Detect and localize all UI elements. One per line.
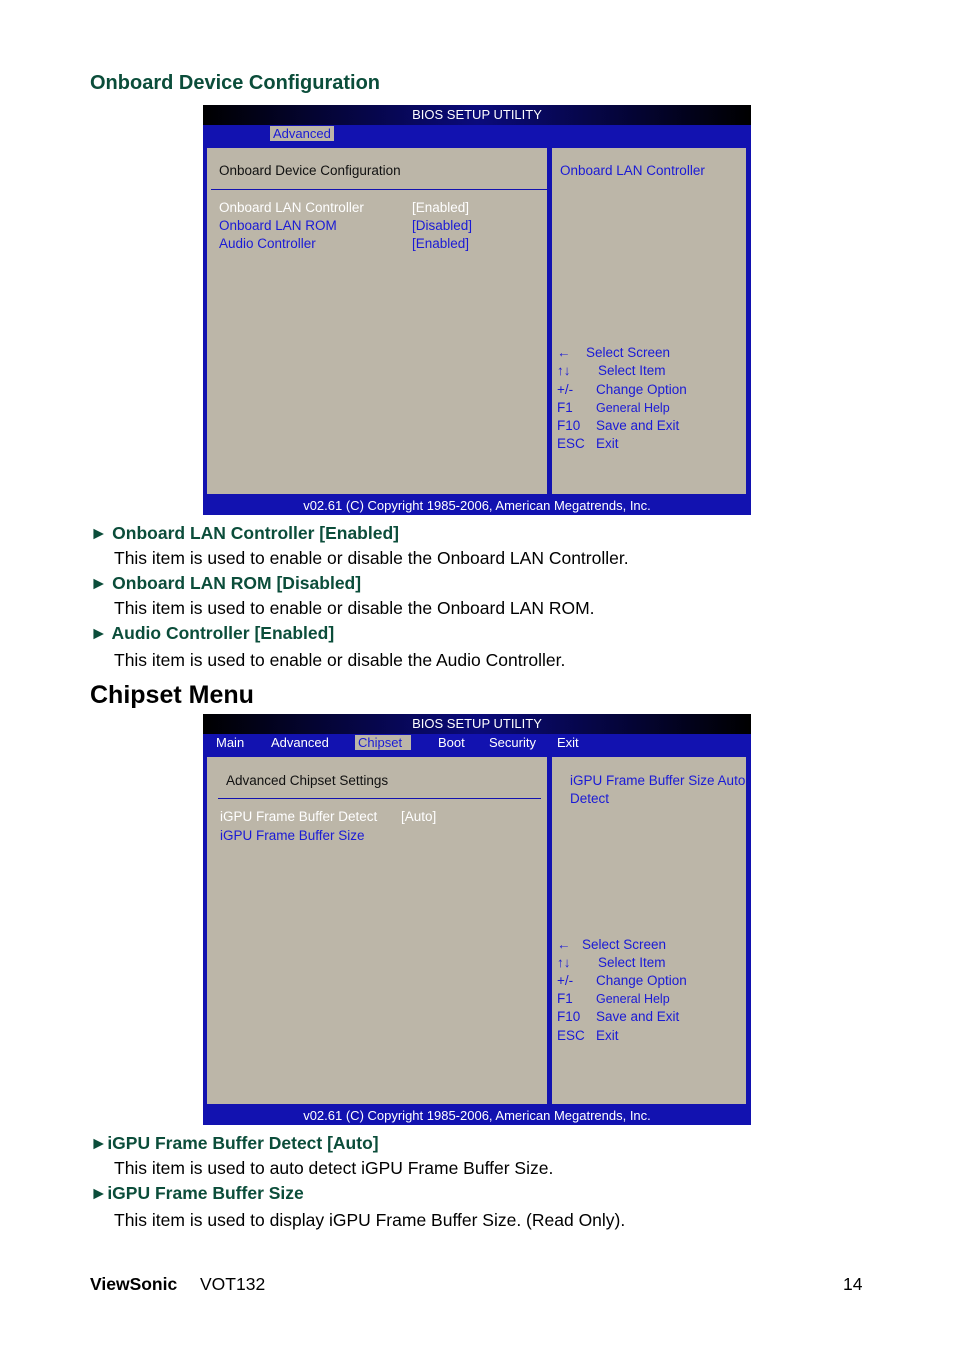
menu-tab-security[interactable]: Security [489,735,536,750]
key-arrow-left: ← [557,937,571,952]
desc-title-lan-rom: ► Onboard LAN ROM [Disabled] [90,573,362,593]
key-esc: ESC [557,436,585,451]
desc-text-lan-rom: This item is used to enable or disable the Onboard LAN ROM. [114,598,595,618]
section-title-onboard-device: Onboard Device Configuration [90,72,381,94]
bios-screen-chipset [203,714,751,1125]
bios-left-pane [206,756,548,1105]
bios-left-pane [206,147,548,495]
desc-title-lan-controller: ► Onboard LAN Controller [Enabled] [90,523,399,543]
bios-copyright-footer: v02.61 (C) Copyright 1985-2006, American Megatrends, Inc. [203,497,751,515]
menu-tab-boot[interactable]: Boot [438,735,465,750]
left-pane-heading: Onboard Device Configuration [219,163,401,178]
item-igpu-frame-buffer-size[interactable]: iGPU Frame Buffer Size [220,828,365,843]
key-action-exit: Exit [596,436,619,451]
menu-tab-advanced[interactable]: Advanced [271,735,329,750]
key-action-save-exit: Save and Exit [596,418,680,433]
key-action-general-help: General Help [596,401,670,415]
bios-title-bar: BIOS SETUP UTILITY [203,714,751,734]
bios-title-bar: BIOS SETUP UTILITY [203,105,751,125]
key-f10: F10 [557,418,581,433]
key-f1: F1 [557,991,573,1006]
page-number: 14 [843,1274,863,1294]
footer-brand: ViewSonic [90,1274,178,1294]
key-esc: ESC [557,1028,585,1043]
item-onboard-lan-controller[interactable]: Onboard LAN Controller [219,200,364,215]
bios-help-pane [551,147,747,495]
menu-tab-chipset[interactable]: Chipset [355,735,411,750]
desc-text-lan-controller: This item is used to enable or disable the Onboard LAN Controller. [114,548,629,568]
menu-tab-advanced[interactable]: Advanced [270,126,334,141]
pane-divider [211,189,547,190]
value-onboard-lan-rom[interactable]: [Disabled] [412,218,473,233]
desc-text-igpu-size: This item is used to display iGPU Frame Buffer Size. (Read Only). [114,1210,626,1230]
item-igpu-frame-buffer-detect[interactable]: iGPU Frame Buffer Detect [220,809,378,824]
value-audio-controller[interactable]: [Enabled] [412,236,470,251]
pane-divider [218,798,541,799]
key-f10: F10 [557,1009,581,1024]
menu-tab-main[interactable]: Main [216,735,245,750]
key-action-select-screen: Select Screen [586,345,671,360]
desc-text-igpu-detect: This item is used to auto detect iGPU Frame Buffer Size. [114,1158,554,1178]
desc-title-audio-controller: ► Audio Controller [Enabled] [90,623,335,643]
value-onboard-lan-controller[interactable]: [Enabled] [412,200,470,215]
help-text: Onboard LAN Controller [560,163,705,178]
value-igpu-frame-buffer-detect[interactable]: [Auto] [401,809,437,824]
bios-menu-bar [203,734,751,752]
bios-menu-bar [203,125,751,143]
key-arrows-updown: ↑↓ [557,955,571,970]
key-action-select-item: Select Item [598,363,666,378]
bios-body [203,143,751,497]
key-action-general-help: General Help [596,992,670,1006]
key-action-exit: Exit [596,1028,619,1043]
bios-body [203,752,751,1107]
key-plus-minus: +/- [557,973,574,988]
desc-text-audio-controller: This item is used to enable or disable the Audio Controller. [114,650,566,670]
key-action-select-screen: Select Screen [582,937,667,952]
key-f1: F1 [557,400,573,415]
key-plus-minus: +/- [557,382,574,397]
footer-model: VOT132 [200,1274,266,1294]
section-title-chipset-menu: Chipset Menu [90,681,254,709]
desc-title-igpu-detect: ►iGPU Frame Buffer Detect [Auto] [90,1133,379,1153]
key-action-select-item: Select Item [598,955,666,970]
left-pane-heading: Advanced Chipset Settings [226,773,389,788]
bios-help-pane [551,756,747,1105]
key-action-change-option: Change Option [596,382,687,397]
key-action-save-exit: Save and Exit [596,1009,680,1024]
bios-screen-onboard [203,105,751,515]
help-text-line-1: iGPU Frame Buffer Size Auto [570,773,746,788]
bios-copyright-footer: v02.61 (C) Copyright 1985-2006, American Megatrends, Inc. [203,1107,751,1125]
key-arrow-left: ← [557,345,571,360]
menu-tab-exit[interactable]: Exit [557,735,579,750]
item-onboard-lan-rom[interactable]: Onboard LAN ROM [219,218,337,233]
item-audio-controller[interactable]: Audio Controller [219,236,316,251]
key-arrows-updown: ↑↓ [557,363,571,378]
desc-title-igpu-size: ►iGPU Frame Buffer Size [90,1183,304,1203]
key-action-change-option: Change Option [596,973,687,988]
help-text-line-2: Detect [570,791,610,806]
